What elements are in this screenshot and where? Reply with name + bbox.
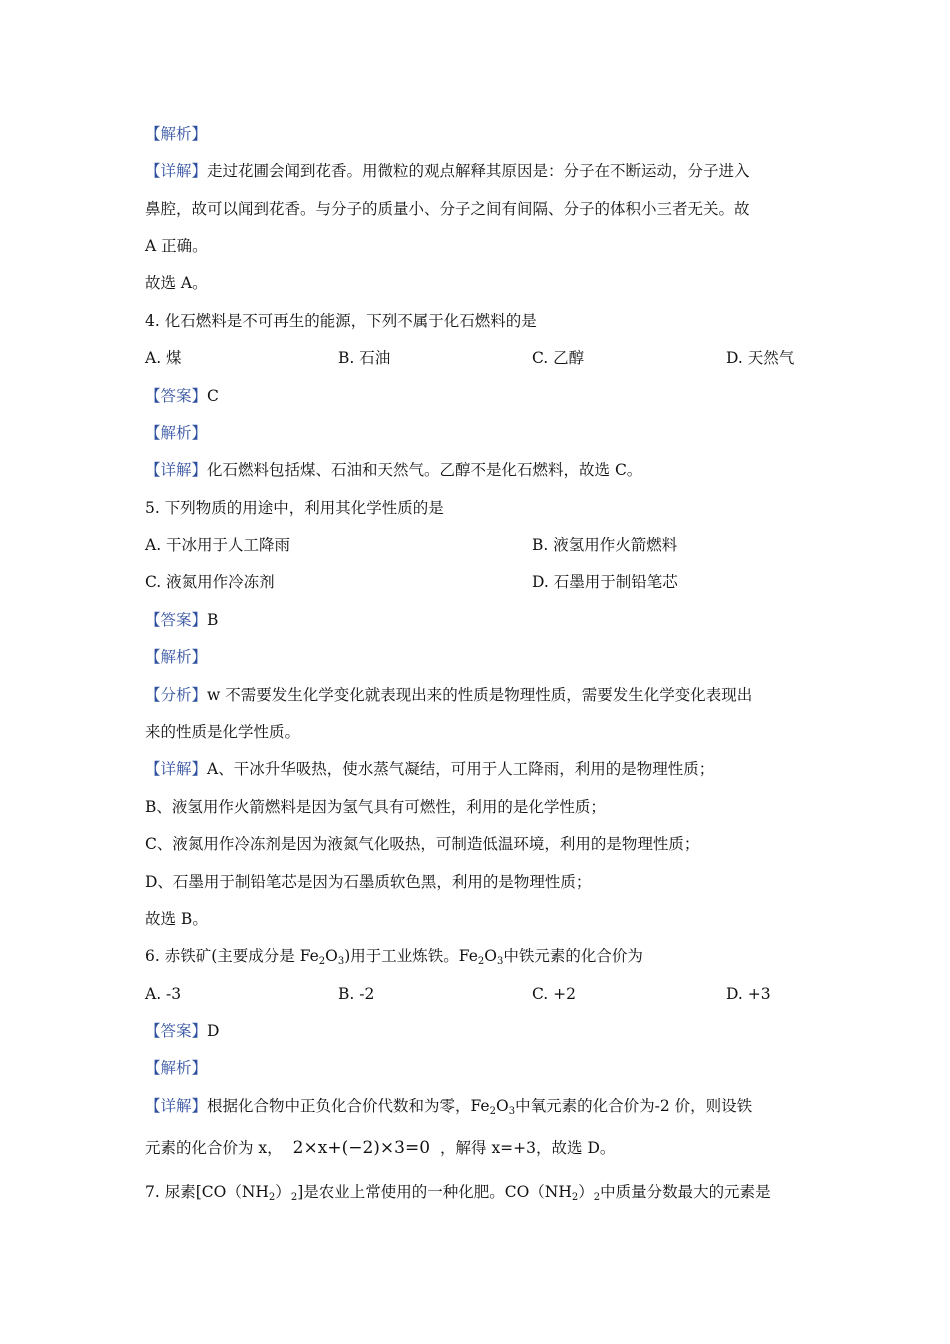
subscript: 2 [268, 1192, 276, 1203]
detail-text: 根据化合物中正负化合价代数和为零，Fe [207, 1097, 490, 1115]
q5-analysis [145, 685, 752, 705]
subscript: 2 [489, 1106, 496, 1117]
detail-text: 化石燃料包括煤、石油和天然气。乙醇不是化石燃料，故选 C。 [207, 461, 643, 479]
detail-tag: 【详解】 [145, 461, 208, 479]
q5-detail [145, 759, 714, 779]
detail-tag: 【详解】 [145, 760, 208, 778]
detail-text: O [495, 1097, 509, 1115]
q4-option-b: B. 石油 [338, 349, 391, 367]
subscript: 2 [477, 956, 485, 967]
detail-text-line2: 鼻腔，故可以闻到花香。与分子的质量小、分子之间有间隔、分子的体积小三者无关。故 [145, 200, 750, 218]
subscript: 2 [318, 956, 326, 967]
q6-detail [145, 1096, 752, 1122]
q4-option-a: A. 煤 [145, 349, 182, 367]
subscript: 3 [496, 956, 504, 967]
subscript: 2 [593, 1192, 601, 1203]
q6-analysis-heading: 【解析】 [145, 1059, 208, 1077]
detail-paragraph [145, 161, 750, 181]
detail-text: 元素的化合价为 x， [145, 1139, 283, 1157]
q6-option-b: B. -2 [338, 985, 375, 1003]
q5-detail-c: C、液氮用作冷冻剂是因为液氮气化吸热，可制造低温环境，利用的是物理性质； [145, 835, 700, 853]
stem-text: 7. 尿素[CO（NH [145, 1183, 269, 1201]
equation: 2×x+(−2)×3=0 [292, 1138, 431, 1158]
detail-tag: 【详解】 [145, 1097, 208, 1115]
q5-analysis-heading: 【解析】 [145, 648, 208, 666]
detail-text: ，解得 x=+3，故选 D。 [440, 1139, 616, 1157]
conclusion: 故选 A。 [145, 274, 208, 292]
analysis-tag: 【分析】 [145, 686, 208, 704]
q5-answer [145, 610, 218, 630]
q6-detail-line2 [145, 1138, 615, 1158]
stem-text: ） [578, 1183, 594, 1201]
answer-value: D [207, 1022, 220, 1040]
stem-text: )用于工业炼铁。Fe [344, 947, 478, 965]
q5-detail-d: D、石墨用于制铅笔芯是因为石墨质软色黑，利用的是物理性质； [145, 873, 592, 891]
q6-option-a: A. -3 [145, 985, 182, 1003]
subscript: 3 [508, 1106, 516, 1117]
analysis-text: w 不需要发生化学变化就表现出来的性质是物理性质，需要发生化学变化表现出 [207, 686, 753, 704]
q5-option-c: C. 液氮用作冷冻剂 [145, 573, 275, 591]
q6-option-d: D. +3 [726, 985, 771, 1003]
stem-text: 6. 赤铁矿(主要成分是 Fe [145, 947, 319, 965]
analysis-heading: 【解析】 [145, 125, 208, 143]
q4-answer [145, 386, 219, 406]
answer-value: B [207, 611, 219, 629]
q4-option-d: D. 天然气 [726, 349, 795, 367]
stem-text: O [484, 947, 497, 965]
q4-detail [145, 460, 642, 480]
detail-tag: 【详解】 [145, 162, 208, 180]
detail-text: 中氧元素的化合价为-2 价，则设铁 [515, 1097, 753, 1115]
detail-text-line3: A 正确。 [145, 237, 208, 255]
q5-option-a: A. 干冰用于人工降雨 [145, 536, 291, 554]
q4-option-c: C. 乙醇 [532, 349, 585, 367]
detail-text: 走过花圃会闻到花香。用微粒的观点解释其原因是：分子在不断运动，分子进入 [207, 162, 750, 180]
q5-detail-b: B、液氢用作火箭燃料是因为氢气具有可燃性，利用的是化学性质； [145, 798, 606, 816]
stem-text: O [325, 947, 338, 965]
stem-text: ） [275, 1183, 291, 1201]
answer-tag: 【答案】 [145, 611, 208, 629]
q5-analysis-line2: 来的性质是化学性质。 [145, 723, 301, 741]
subscript: 2 [571, 1192, 579, 1203]
question-5-stem: 5. 下列物质的用途中，利用其化学性质的是 [145, 499, 444, 517]
answer-tag: 【答案】 [145, 1022, 208, 1040]
subscript: 2 [290, 1192, 298, 1203]
detail-text: A、干冰升华吸热，使水蒸气凝结，可用于人工降雨，利用的是物理性质； [207, 760, 715, 778]
answer-value: C [207, 387, 219, 405]
q6-answer [145, 1021, 219, 1041]
q6-option-c: C. +2 [532, 985, 577, 1003]
stem-text: ]是农业上常使用的一种化肥。CO（NH [297, 1183, 572, 1201]
question-6-stem [145, 946, 643, 972]
q4-analysis-heading: 【解析】 [145, 424, 208, 442]
question-7-stem [145, 1182, 771, 1208]
answer-tag: 【答案】 [145, 387, 208, 405]
q5-conclusion: 故选 B。 [145, 910, 208, 928]
q5-option-b: B. 液氢用作火箭燃料 [532, 536, 678, 554]
q5-option-d: D. 石墨用于制铅笔芯 [532, 573, 678, 591]
subscript: 3 [337, 956, 345, 967]
stem-text: 中质量分数最大的元素是 [600, 1183, 771, 1201]
stem-text: 中铁元素的化合价为 [503, 947, 643, 965]
question-4-stem: 4. 化石燃料是不可再生的能源，下列不属于化石燃料的是 [145, 312, 537, 330]
